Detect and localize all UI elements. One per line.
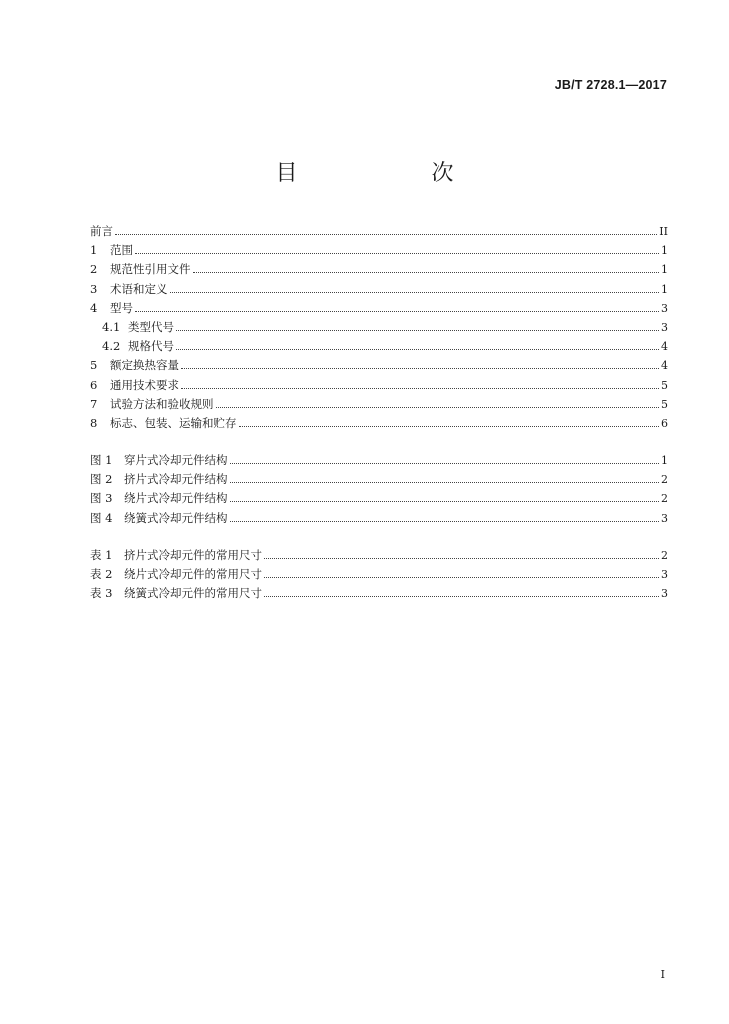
toc-entry-1[interactable] <box>90 241 668 260</box>
toc-label: 标志、包装、运输和贮存 <box>110 415 237 430</box>
toc-number: 8 <box>90 415 98 430</box>
leader-dots <box>230 462 660 464</box>
leader-dots <box>230 481 660 483</box>
toc-label: 范围 <box>110 243 133 258</box>
toc-page: 1 <box>661 454 668 468</box>
toc-number: 4.1 <box>102 319 121 334</box>
leader-dots <box>216 406 660 408</box>
toc-page: 1 <box>661 244 668 258</box>
toc-entry-6[interactable] <box>90 376 668 395</box>
toc-label: 挤片式冷却元件的常用尺寸 <box>124 547 262 562</box>
toc-page: 4 <box>661 340 668 354</box>
leader-dots <box>264 595 659 597</box>
leader-dots <box>230 520 660 522</box>
leader-dots <box>170 291 660 293</box>
toc-entry-3[interactable] <box>90 280 668 299</box>
toc-label: 术语和定义 <box>110 281 168 296</box>
toc-table-3[interactable] <box>90 584 668 603</box>
toc-entry-5[interactable] <box>90 356 668 375</box>
toc-label: 穿片式冷却元件结构 <box>124 453 228 468</box>
toc-entry-8[interactable] <box>90 414 668 433</box>
toc-number: 表 1 <box>90 547 113 562</box>
toc-page: 3 <box>661 511 668 525</box>
toc-number: 1 <box>90 243 98 258</box>
toc-label: 类型代号 <box>128 319 174 334</box>
toc-number: 5 <box>90 358 98 373</box>
leader-dots <box>264 557 659 559</box>
toc-label: 绕簧式冷却元件结构 <box>124 510 228 525</box>
toc-label: 前言 <box>90 224 113 238</box>
toc-figure-3[interactable] <box>90 489 668 508</box>
standard-code: JB/T 2728.1—2017 <box>554 78 667 92</box>
leader-dots <box>239 425 660 427</box>
leader-dots <box>135 252 659 254</box>
toc-number: 图 4 <box>90 510 113 525</box>
toc-page: 3 <box>661 301 668 315</box>
toc-label: 型号 <box>110 300 133 315</box>
toc-page: 2 <box>661 473 668 487</box>
toc-label: 绕片式冷却元件结构 <box>124 491 228 506</box>
toc-entry-foreword[interactable] <box>90 222 668 241</box>
toc-table-2[interactable] <box>90 565 668 584</box>
toc-number: 2 <box>90 262 98 277</box>
toc-number: 3 <box>90 281 98 296</box>
toc-number: 表 2 <box>90 567 113 581</box>
footer-page-number: I <box>660 968 665 981</box>
toc-entry-2[interactable] <box>90 260 668 279</box>
toc-page: 4 <box>661 359 668 373</box>
toc-number: 表 3 <box>90 586 113 601</box>
leader-dots <box>264 576 659 578</box>
leader-dots <box>230 500 660 502</box>
toc-entry-4[interactable] <box>90 299 668 318</box>
toc-page: 2 <box>661 548 668 562</box>
toc-page: 3 <box>661 587 668 601</box>
toc-entry-4-2[interactable] <box>90 337 668 356</box>
toc-label: 挤片式冷却元件结构 <box>124 472 228 487</box>
toc-page: 6 <box>661 416 668 430</box>
toc-label: 规范性引用文件 <box>110 262 191 277</box>
toc-tables <box>90 546 668 604</box>
toc-number: 图 2 <box>90 472 113 487</box>
toc-figure-2[interactable] <box>90 470 668 489</box>
leader-dots <box>115 233 657 235</box>
toc-page: 3 <box>661 320 668 334</box>
toc-page: 2 <box>661 492 668 506</box>
toc-page: 1 <box>661 282 668 296</box>
toc-page: 3 <box>661 568 668 581</box>
page-title: 目 次 <box>275 161 484 186</box>
toc-number: 图 3 <box>90 491 113 506</box>
table-of-contents <box>90 222 668 621</box>
toc-page: 5 <box>661 397 668 411</box>
toc-page: 5 <box>661 378 668 392</box>
leader-dots <box>135 310 659 312</box>
toc-number: 6 <box>90 377 98 392</box>
leader-dots <box>193 271 660 273</box>
toc-number: 7 <box>90 396 98 411</box>
toc-table-1[interactable] <box>90 546 668 565</box>
toc-entry-7[interactable] <box>90 395 668 414</box>
leader-dots <box>181 367 659 369</box>
toc-page: II <box>659 225 668 238</box>
toc-number: 4.2 <box>102 339 121 354</box>
toc-label: 规格代号 <box>128 339 174 354</box>
toc-figures <box>90 451 668 528</box>
toc-page: 1 <box>661 263 668 277</box>
toc-label: 通用技术要求 <box>110 377 179 392</box>
leader-dots <box>181 387 659 389</box>
toc-label: 绕簧式冷却元件的常用尺寸 <box>124 586 262 601</box>
toc-number: 4 <box>90 300 98 315</box>
leader-dots <box>176 329 659 331</box>
toc-sections <box>90 222 668 433</box>
leader-dots <box>176 348 659 350</box>
toc-label: 试验方法和验收规则 <box>110 396 214 411</box>
toc-label: 额定换热容量 <box>110 358 179 373</box>
toc-number: 图 1 <box>90 453 113 468</box>
toc-figure-1[interactable] <box>90 451 668 470</box>
toc-label: 绕片式冷却元件的常用尺寸 <box>124 567 262 581</box>
toc-figure-4[interactable] <box>90 509 668 528</box>
toc-entry-4-1[interactable] <box>90 318 668 337</box>
